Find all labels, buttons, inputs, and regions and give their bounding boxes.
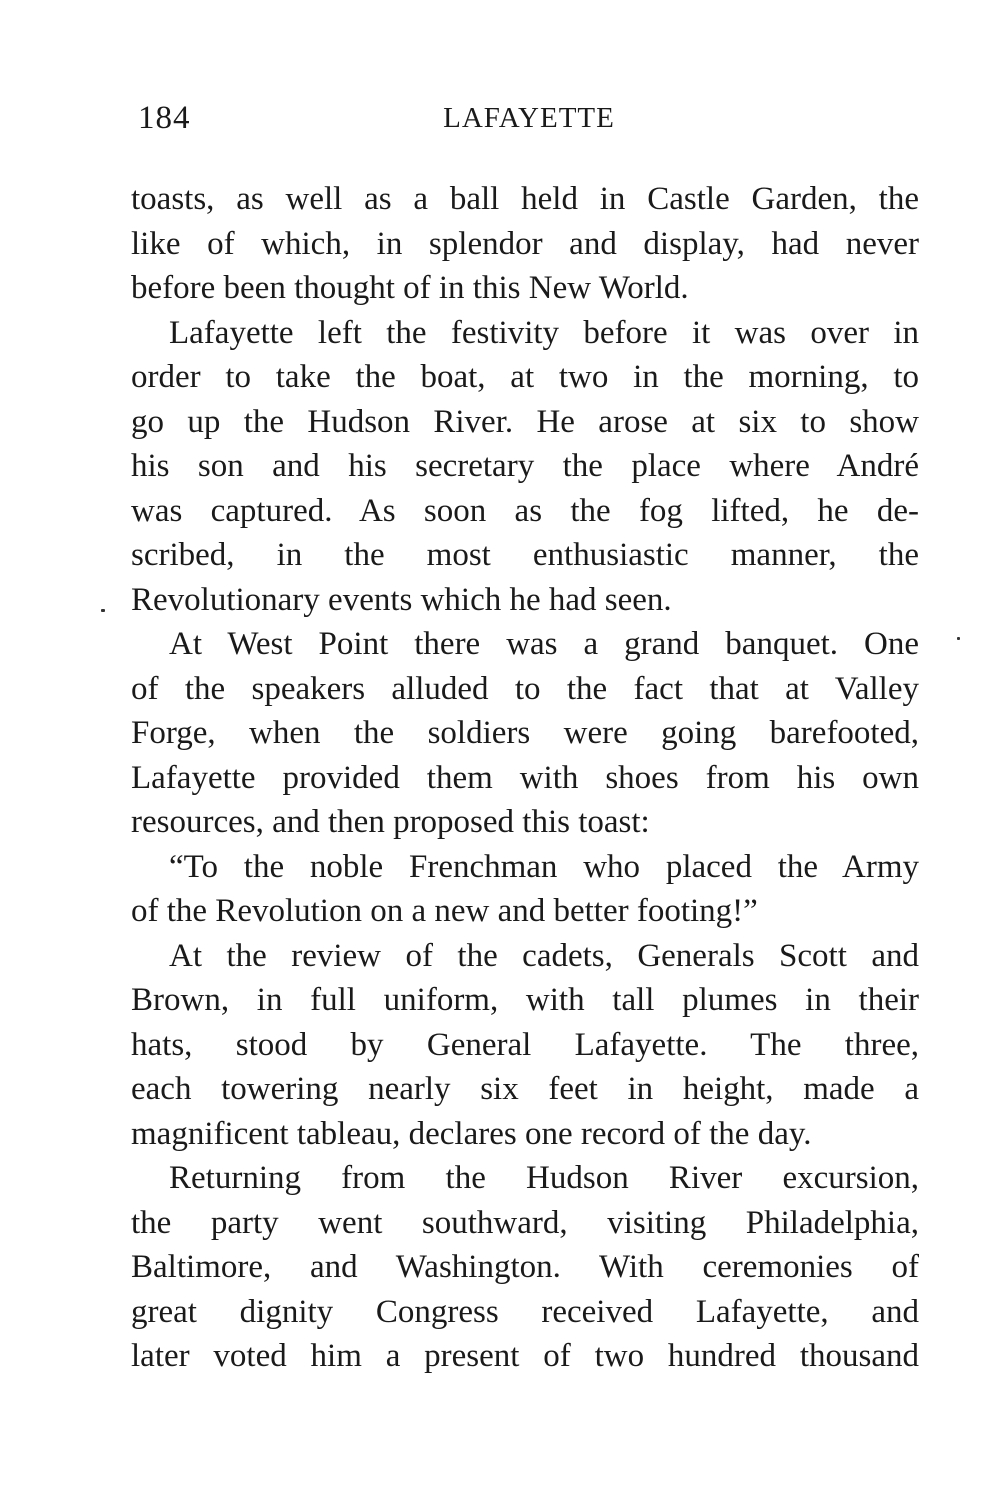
text-line: the party went southward, visiting Philadelphia,: [131, 1204, 919, 1241]
text-line: At West Point there was a grand banquet. One: [169, 626, 919, 662]
running-head: LAFAYETTE: [443, 102, 615, 134]
page-header: [138, 100, 920, 144]
text-line: of the Revolution on a new and better footing!”: [131, 893, 758, 929]
text-line: was captured. As soon as the fog lifted, he de-: [131, 492, 919, 529]
text-line: resources, and then proposed this toast:: [131, 804, 650, 840]
text-line: Returning from the Hudson River excursion,: [169, 1160, 919, 1196]
text-line: like of which, in splendor and display, had never: [131, 225, 919, 262]
text-line: go up the Hudson River. He arose at six to show: [131, 403, 919, 440]
text-line: of the speakers alluded to the fact that at Valley: [131, 670, 919, 707]
text-line: At the review of the cadets, Generals Scott and: [169, 937, 919, 974]
text-line: toasts, as well as a ball held in Castle Garden, the: [131, 181, 919, 217]
stray-mark: [101, 609, 105, 612]
text-line: order to take the boat, at two in the morning, to: [131, 359, 919, 395]
text-line: Brown, in full uniform, with tall plumes in their: [131, 982, 919, 1018]
stray-mark: [957, 637, 960, 640]
body-text: [131, 177, 919, 1379]
text-line: each towering nearly six feet in height, made a: [131, 1071, 919, 1107]
text-line: hats, stood by General Lafayette. The three,: [131, 1026, 919, 1063]
text-line: magnificent tableau, declares one record of the day.: [131, 1115, 812, 1152]
text-line: Revolutionary events which he had seen.: [131, 581, 672, 618]
text-line: great dignity Congress received Lafayette, and: [131, 1293, 919, 1330]
text-line: later voted him a present of two hundred thousand: [131, 1338, 919, 1374]
text-line: scribed, in the most enthusiastic manner, the: [131, 537, 919, 573]
text-line: Forge, when the soldiers were going barefooted,: [131, 715, 919, 751]
text-line: Baltimore, and Washington. With ceremonies of: [131, 1249, 919, 1285]
text-line: before been thought of in this New World.: [131, 270, 689, 306]
text-line: his son and his secretary the place where André: [131, 448, 919, 484]
page-number: 184: [138, 100, 191, 136]
text-line: Lafayette provided them with shoes from his own: [131, 759, 919, 796]
text-line: “To the noble Frenchman who placed the Army: [169, 848, 919, 885]
text-line: Lafayette left the festivity before it was over in: [169, 314, 919, 351]
